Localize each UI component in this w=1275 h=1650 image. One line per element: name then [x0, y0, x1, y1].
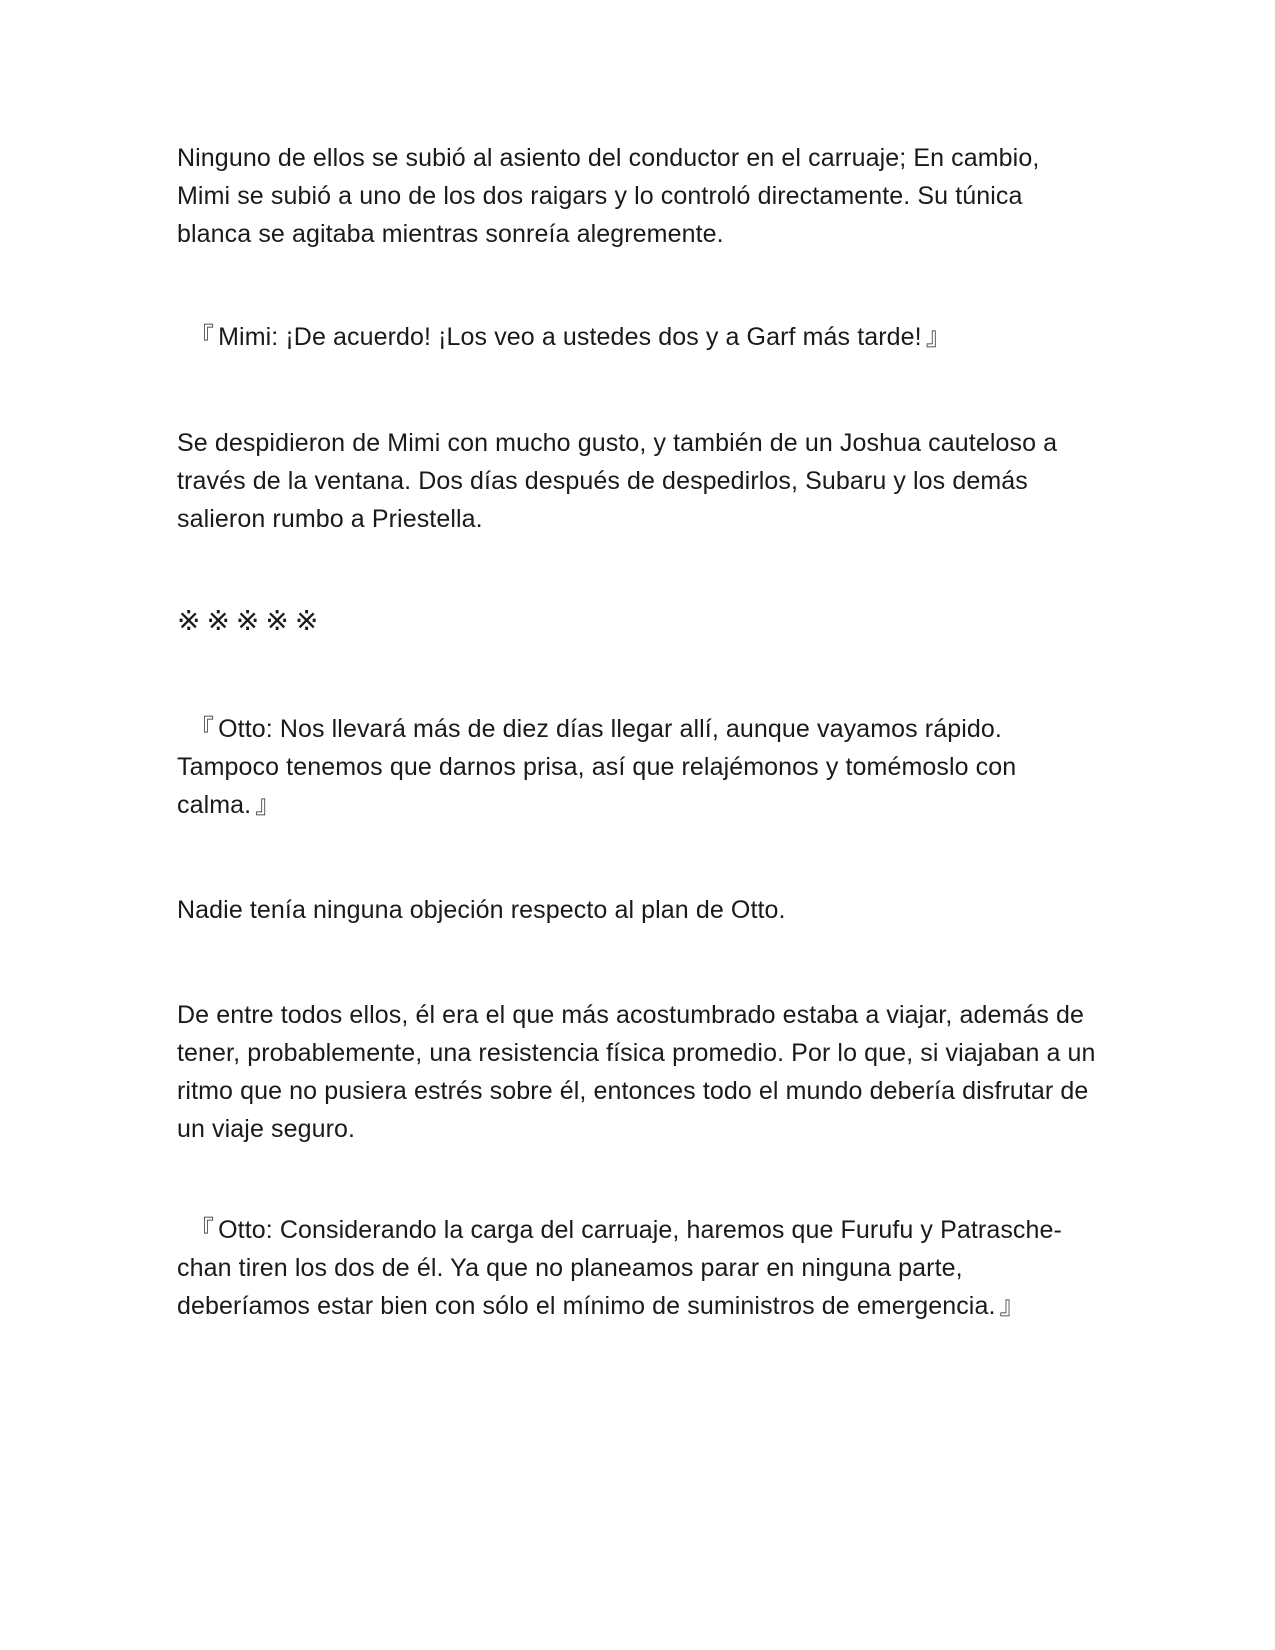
- paragraph-narration-4: [177, 996, 1097, 1148]
- separator-symbols: ※※※※※: [177, 604, 325, 637]
- dialogue-text: Otto: Considerando la carga del carruaje, haremos que Furufu y Patrasche-chan tiren los dos de él. Ya que no planeamos parar en ninguna parte, deberíamos estar bien con sólo el mínimo de suministros de emergencia.: [177, 1216, 1062, 1320]
- paragraph-text: Nadie tenía ninguna objeción respecto al plan de Otto.: [177, 896, 786, 924]
- paragraph-text: De entre todos ellos, él era el que más acostumbrado estaba a viajar, además de tener, probablemente, una resistencia física promedio. Por lo que, si viajaban a un ritmo que no pusiera estrés sobre él, entonces todo el mundo debería disfrutar de un viaje seguro.: [177, 1001, 1096, 1143]
- dialogue-otto-1: [177, 710, 1097, 824]
- dialogue-close-bracket: 』: [255, 791, 281, 819]
- dialogue-open-bracket: 『: [189, 715, 215, 743]
- paragraph-narration-1: [177, 139, 1097, 253]
- scene-separator: [177, 602, 1097, 640]
- dialogue-mimi: [177, 318, 1097, 356]
- dialogue-otto-2: [177, 1211, 1097, 1325]
- dialogue-open-bracket: 『: [189, 1216, 215, 1244]
- dialogue-text: Otto: Nos llevará más de diez días llegar allí, aunque vayamos rápido. Tampoco tenemos que darnos prisa, así que relajémonos y tomémoslo con calma.: [177, 715, 1017, 819]
- dialogue-text: Mimi: ¡De acuerdo! ¡Los veo a ustedes dos y a Garf más tarde!: [218, 323, 922, 351]
- dialogue-close-bracket: 』: [999, 1292, 1025, 1320]
- paragraph-text: Se despidieron de Mimi con mucho gusto, y también de un Joshua cauteloso a través de la ventana. Dos días después de despedirlos, Subaru y los demás salieron rumbo a Priestella.: [177, 429, 1058, 533]
- paragraph-text: Ninguno de ellos se subió al asiento del conductor en el carruaje; En cambio, Mimi se subió a uno de los dos raigars y lo controló directamente. Su túnica blanca se agitaba mientras sonreía alegremente.: [177, 144, 1040, 248]
- dialogue-close-bracket: 』: [925, 323, 951, 351]
- paragraph-narration-3: [177, 891, 1097, 929]
- paragraph-narration-2: [177, 424, 1097, 538]
- dialogue-open-bracket: 『: [189, 323, 215, 351]
